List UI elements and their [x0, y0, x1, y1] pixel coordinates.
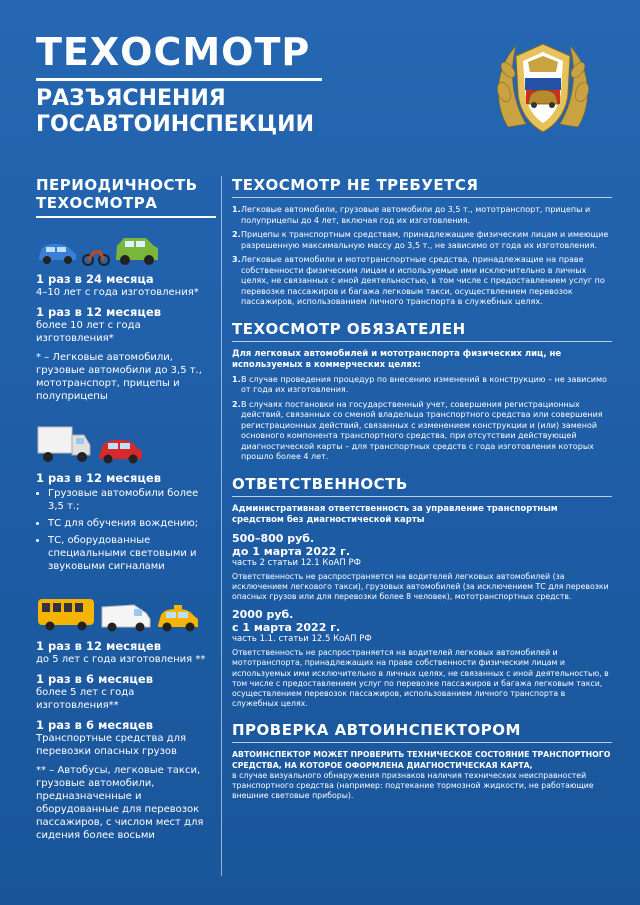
periodicity-title-line-1: ПЕРИОДИЧНОСТЬ — [36, 176, 198, 194]
not-required-underline — [232, 197, 612, 198]
periodicity-column — [36, 176, 216, 842]
period-6-months-text: более 5 лет с года изготовления** — [36, 687, 135, 711]
not-required-section — [232, 176, 612, 308]
bus-icon — [36, 593, 96, 633]
item-number: 1. — [232, 374, 241, 384]
period-12-months-block3: 1 раз в 12 месяцев — [36, 639, 161, 653]
period-12-months-block2: 1 раз в 12 месяцев — [36, 471, 161, 485]
periodicity-title-line-2: ТЕХОСМОТРА — [36, 194, 158, 212]
item-number: 1. — [232, 205, 241, 214]
green-suv-icon — [114, 234, 160, 266]
inspector-text: в случае визуального обнаружения признаков наличия технических неисправностей транспортного средства (например: подтекание тормозной жидкости, не работающие внешние световые приборы). — [232, 770, 594, 801]
fine-amount-1: 500–800 руб. — [232, 531, 315, 545]
subtitle-line-1: РАЗЪЯСНЕНИЯ — [36, 86, 226, 111]
item-number: 2. — [232, 230, 241, 239]
list-item — [232, 375, 612, 396]
item-number: 3. — [232, 255, 241, 264]
title-underline — [36, 78, 322, 81]
fine-amount-2: 2000 руб. — [232, 608, 294, 622]
period-24-months-text: 4–10 лет с года изготовления* — [36, 287, 199, 298]
item-text: Прицепы к транспортным средствам, принадлежащие физическим лицам и имеющие разрешенную максимальную массу до 3,5 т., не зависимо от года их изготовления. — [241, 230, 609, 250]
list-item — [232, 230, 612, 251]
item-text: Легковые автомобили и мототранспортные средства, принадлежащие на праве собственности физическим лицам и используемые ими исключительно в личных целях, не связанных с иной деятельностью, в том числе с предоставлением услуг по перевозке пассажиров и багажа легковым такси, осуществлением перевозок пассажиров, использованием личного транспорта в служебных целях. — [241, 255, 605, 306]
liability-underline — [232, 496, 612, 497]
period-6-months-hazmat-text: Транспортные средства для перевозки опасных грузов — [36, 733, 186, 757]
motorcycle-icon — [82, 246, 110, 266]
page-title: ТЕХОСМОТР — [36, 30, 311, 74]
fine-article-2: часть 1.1. статьи 12.5 КоАП РФ — [232, 634, 372, 645]
taxi-icon — [156, 603, 200, 633]
column-divider — [221, 176, 222, 876]
vehicles-group-2 — [36, 417, 216, 465]
blue-car-icon — [36, 240, 78, 266]
period-6-months-hazmat: 1 раз в 6 месяцев — [36, 718, 153, 732]
item-text: В случаях постановки на государственный учет, совершения регистрационных действий, связанных со сменой владельца транспортного средства или совершения регистрационных действий, связанных с изменением конструкции и (или) заменой основного компонента транспортного средства, при отсутствии действующей диагностической карты – для транспортных средств с года изготовления которых прошло более 4 лет. — [241, 399, 603, 461]
inspector-bold-text: АВТОИНСПЕКТОР МОЖЕТ ПРОВЕРИТЬ ТЕХНИЧЕСКОЕ СОСТОЯНИЕ ТРАНСПОРТНОГО СРЕДСТВА, НА КОТОРОЕ ОФОРМЛЕНА ДИАГНОСТИЧЕСКАЯ КАРТА, — [232, 750, 611, 770]
gai-emblem-icon — [488, 32, 598, 142]
list-item — [232, 400, 612, 463]
required-underline — [232, 341, 612, 342]
liability-section — [232, 475, 612, 710]
required-section — [232, 320, 612, 463]
list-item: • ТС, оборудованные специальными световыми и звуковыми сигналами — [48, 534, 216, 573]
red-car-icon — [96, 435, 144, 465]
item-text: Легковые автомобили, грузовые автомобили до 3,5 т., мототранспорт, прицепы и полуприцепы до 4 лет, включая год их изготовления. — [241, 205, 591, 225]
subtitle-line-2: ГОСАВТОИНСПЕКЦИИ — [36, 112, 314, 137]
period-12-months: 1 раз в 12 месяцев — [36, 305, 161, 319]
footnote-single-star: * – Легковые автомобили, грузовые автомобили до 3,5 т., мототранспорт, прицепы и полуприцепы — [36, 352, 202, 402]
inspector-section — [232, 721, 612, 801]
list-item: • Грузовые автомобили более 3,5 т.; — [48, 487, 216, 513]
fine-text-2: Ответственность не распространяется на водителей легковых автомобилей и мототранспорта, принадлежащих на праве собственности физическим лицам и используемых ими исключительно в личных целях, не связанных с иной деятельностью, в том числе с предоставлением услуг по перевозке пассажиров и багажа легковым такси, осуществлением перевозок пассажиров, использованием личного транспорта в служебных целях. — [232, 648, 609, 709]
vehicles-group-1 — [36, 226, 216, 266]
van-icon — [100, 599, 152, 633]
period-12-months-block3-text: до 5 лет с года изготовления ** — [36, 654, 206, 665]
liability-title: ОТВЕТСТВЕННОСТЬ — [232, 474, 408, 493]
right-column — [232, 176, 612, 801]
item-number: 2. — [232, 399, 241, 409]
inspector-underline — [232, 742, 612, 743]
required-subtitle: Для легковых автомобилей и мототранспорта физических лиц, не используемых в коммерческих целях: — [232, 348, 562, 370]
period-12-months-text: более 10 лет с года изготовления* — [36, 320, 141, 344]
period-24-months: 1 раз в 24 месяца — [36, 272, 154, 286]
fine-date-2: с 1 марта 2022 г. — [232, 621, 341, 635]
required-title: ТЕХОСМОТР ОБЯЗАТЕЛЕН — [232, 319, 466, 338]
page-subtitle — [36, 86, 356, 138]
fine-text-1: Ответственность не распространяется на водителей легковых автомобилей (за исключением легкового такси), грузовых автомобилей (за исключением ТС для перевозки опасных грузов или для перевозки более 8 человек), мототранспортных средств. — [232, 571, 609, 601]
block2-list — [36, 487, 216, 573]
liability-subtitle: Административная ответственность за управление транспортным средством без диагностической карты — [232, 503, 558, 525]
period-6-months: 1 раз в 6 месяцев — [36, 672, 153, 686]
inspector-title: ПРОВЕРКА АВТОИНСПЕКТОРОМ — [232, 721, 521, 740]
list-item — [232, 255, 612, 308]
fine-article-1: часть 2 статьи 12.1 КоАП РФ — [232, 557, 361, 568]
list-item: • ТС для обучения вождению; — [48, 517, 216, 530]
fine-date-1: до 1 марта 2022 г. — [232, 544, 351, 558]
truck-icon — [36, 423, 92, 465]
item-text: В случае проведения процедур по внесению изменений в конструкцию – не зависимо от года их изготовления. — [241, 374, 607, 394]
footnote-double-star: ** – Автобусы, легковые такси, грузовые автомобили, предназначенные и оборудованные для перевозок пассажиров, с числом мест для сидения более восьми — [36, 765, 204, 841]
list-item — [232, 205, 612, 226]
vehicles-group-3 — [36, 585, 216, 633]
periodicity-title — [36, 176, 216, 212]
not-required-title: ТЕХОСМОТР НЕ ТРЕБУЕТСЯ — [232, 176, 479, 194]
periodicity-underline — [36, 216, 216, 218]
